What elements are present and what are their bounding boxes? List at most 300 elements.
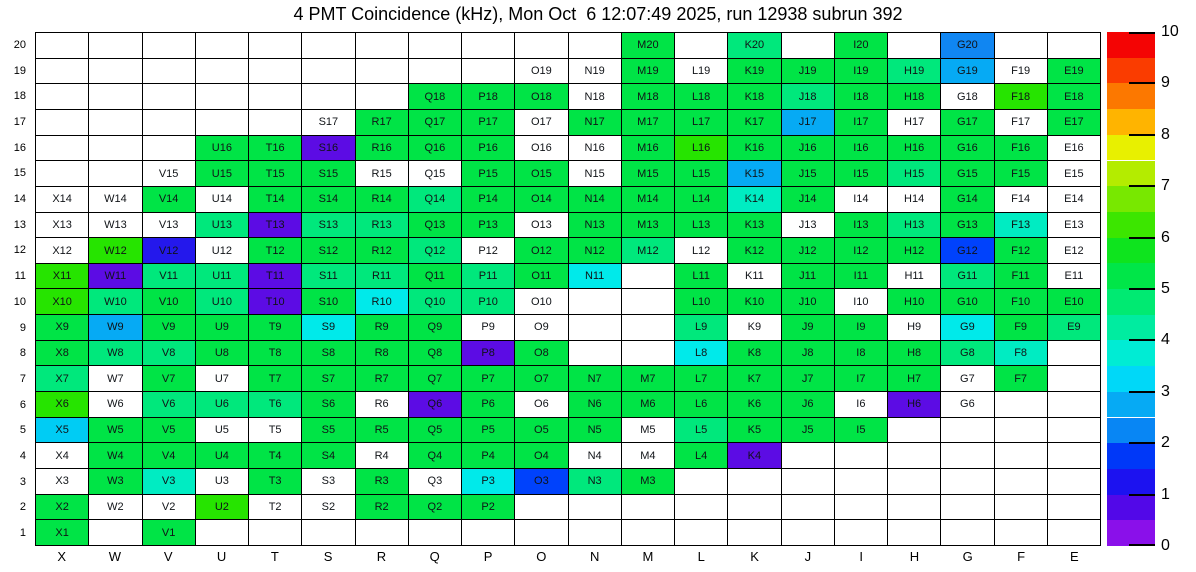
- heatmap-cell-empty: [249, 33, 302, 59]
- cell-W12: W12: [89, 238, 142, 264]
- cell-L12: L12: [675, 238, 728, 264]
- cell-Q18: Q18: [409, 84, 462, 110]
- cell-W14: W14: [89, 187, 142, 213]
- cell-I17: I17: [835, 110, 888, 136]
- y-tick-label: 14: [13, 193, 26, 206]
- colorbar-band: [1107, 186, 1155, 212]
- cell-O11: O11: [515, 264, 568, 290]
- cell-L18: L18: [675, 84, 728, 110]
- cell-G11: G11: [941, 264, 994, 290]
- cell-S3: S3: [302, 469, 355, 495]
- cell-E11: E11: [1048, 264, 1101, 290]
- cell-U7: U7: [196, 366, 249, 392]
- cell-L19: L19: [675, 59, 728, 85]
- cell-R9: R9: [356, 315, 409, 341]
- cell-R12: R12: [356, 238, 409, 264]
- cell-K6: K6: [728, 392, 781, 418]
- cell-R8: R8: [356, 341, 409, 367]
- colorbar-band: [1107, 263, 1155, 289]
- cell-O7: O7: [515, 366, 568, 392]
- cell-T5: T5: [249, 418, 302, 444]
- cell-J14: J14: [782, 187, 835, 213]
- y-tick-label: 16: [13, 141, 26, 154]
- cell-R4: R4: [356, 443, 409, 469]
- heatmap-cell-empty: [782, 443, 835, 469]
- y-tick-label: 11: [14, 270, 26, 283]
- cell-V11: V11: [143, 264, 196, 290]
- heatmap-cell-empty: [995, 443, 1048, 469]
- cell-O12: O12: [515, 238, 568, 264]
- cell-J13: J13: [782, 213, 835, 239]
- cell-V15: V15: [143, 161, 196, 187]
- cell-X6: X6: [36, 392, 89, 418]
- cell-Q7: Q7: [409, 366, 462, 392]
- cell-M12: M12: [622, 238, 675, 264]
- cell-J5: J5: [782, 418, 835, 444]
- cell-O19: O19: [515, 59, 568, 85]
- cell-H16: H16: [888, 136, 941, 162]
- cell-O14: O14: [515, 187, 568, 213]
- cell-E18: E18: [1048, 84, 1101, 110]
- colorbar-band: [1107, 135, 1155, 161]
- cell-R5: R5: [356, 418, 409, 444]
- heatmap-cell-empty: [782, 495, 835, 521]
- heatmap-cell-empty: [515, 520, 568, 546]
- heatmap-cell-empty: [941, 418, 994, 444]
- cell-M16: M16: [622, 136, 675, 162]
- x-tick-label: G: [962, 549, 973, 564]
- cell-X7: X7: [36, 366, 89, 392]
- cell-H12: H12: [888, 238, 941, 264]
- colorbar-tick-label: 4: [1161, 331, 1170, 349]
- heatmap-cell-empty: [728, 469, 781, 495]
- cell-L8: L8: [675, 341, 728, 367]
- cell-P6: P6: [462, 392, 515, 418]
- cell-P3: P3: [462, 469, 515, 495]
- colorbar-band: [1107, 238, 1155, 264]
- cell-N7: N7: [569, 366, 622, 392]
- colorbar-band: [1107, 32, 1155, 58]
- cell-S15: S15: [302, 161, 355, 187]
- y-tick-label: 8: [19, 347, 26, 360]
- heatmap-cell-empty: [515, 33, 568, 59]
- heatmap-cell-empty: [36, 59, 89, 85]
- cell-Q2: Q2: [409, 495, 462, 521]
- cell-L17: L17: [675, 110, 728, 136]
- heatmap-cell-empty: [622, 341, 675, 367]
- cell-W5: W5: [89, 418, 142, 444]
- heatmap-cell-empty: [835, 469, 888, 495]
- cell-U11: U11: [196, 264, 249, 290]
- cell-W6: W6: [89, 392, 142, 418]
- cell-O15: O15: [515, 161, 568, 187]
- heatmap-cell-empty: [302, 33, 355, 59]
- heatmap-cell-empty: [569, 33, 622, 59]
- cell-N13: N13: [569, 213, 622, 239]
- cell-F18: F18: [995, 84, 1048, 110]
- cell-G7: G7: [941, 366, 994, 392]
- y-tick-label: 13: [13, 218, 26, 231]
- colorbar-band: [1107, 212, 1155, 238]
- cell-I11: I11: [835, 264, 888, 290]
- cell-G10: G10: [941, 289, 994, 315]
- cell-O9: O9: [515, 315, 568, 341]
- cell-Q15: Q15: [409, 161, 462, 187]
- cell-K14: K14: [728, 187, 781, 213]
- heatmap-cell-empty: [995, 520, 1048, 546]
- cell-G17: G17: [941, 110, 994, 136]
- cell-P9: P9: [462, 315, 515, 341]
- heatmap-cell-empty: [89, 136, 142, 162]
- cell-I19: I19: [835, 59, 888, 85]
- x-tick-label: P: [483, 549, 493, 564]
- cell-K5: K5: [728, 418, 781, 444]
- cell-X13: X13: [36, 213, 89, 239]
- cell-K12: K12: [728, 238, 781, 264]
- cell-H19: H19: [888, 59, 941, 85]
- colorbar-tick-label: 1: [1161, 485, 1170, 503]
- cell-F7: F7: [995, 366, 1048, 392]
- cell-E17: E17: [1048, 110, 1101, 136]
- cell-Q11: Q11: [409, 264, 462, 290]
- cell-M15: M15: [622, 161, 675, 187]
- cell-I12: I12: [835, 238, 888, 264]
- cell-N14: N14: [569, 187, 622, 213]
- cell-T9: T9: [249, 315, 302, 341]
- cell-T3: T3: [249, 469, 302, 495]
- heatmap-cell-empty: [888, 495, 941, 521]
- heatmap-cell-empty: [782, 33, 835, 59]
- cell-L11: L11: [675, 264, 728, 290]
- heatmap-cell-empty: [888, 469, 941, 495]
- cell-E13: E13: [1048, 213, 1101, 239]
- heatmap-cell-empty: [995, 495, 1048, 521]
- heatmap-cell-empty: [143, 84, 196, 110]
- heatmap-cell-empty: [462, 520, 515, 546]
- colorbar-tick-labels: [1161, 23, 1195, 554]
- x-tick-label: S: [323, 549, 333, 564]
- cell-P17: P17: [462, 110, 515, 136]
- cell-N6: N6: [569, 392, 622, 418]
- cell-O10: O10: [515, 289, 568, 315]
- cell-W13: W13: [89, 213, 142, 239]
- cell-T6: T6: [249, 392, 302, 418]
- heatmap-cell-empty: [143, 33, 196, 59]
- cell-M17: M17: [622, 110, 675, 136]
- cell-I8: I8: [835, 341, 888, 367]
- heatmap-cell-empty: [941, 495, 994, 521]
- cell-P16: P16: [462, 136, 515, 162]
- colorbar-tick-label: 8: [1161, 125, 1170, 143]
- cell-M13: M13: [622, 213, 675, 239]
- cell-G14: G14: [941, 187, 994, 213]
- cell-W4: W4: [89, 443, 142, 469]
- cell-I7: I7: [835, 366, 888, 392]
- colorbar-tick: [1129, 494, 1155, 496]
- y-tick-label: 9: [19, 321, 26, 334]
- cell-S13: S13: [302, 213, 355, 239]
- cell-K13: K13: [728, 213, 781, 239]
- x-tick-label: L: [697, 549, 705, 564]
- heatmap-cell-empty: [995, 33, 1048, 59]
- heatmap-cell-empty: [622, 315, 675, 341]
- cell-T4: T4: [249, 443, 302, 469]
- cell-Q5: Q5: [409, 418, 462, 444]
- cell-I15: I15: [835, 161, 888, 187]
- cell-S14: S14: [302, 187, 355, 213]
- heatmap-cell-empty: [1048, 418, 1101, 444]
- cell-K16: K16: [728, 136, 781, 162]
- heatmap-cell-empty: [622, 495, 675, 521]
- cell-S12: S12: [302, 238, 355, 264]
- cell-X3: X3: [36, 469, 89, 495]
- y-tick-label: 17: [13, 115, 26, 128]
- colorbar-band: [1107, 418, 1155, 444]
- cell-T15: T15: [249, 161, 302, 187]
- colorbar-tick: [1129, 442, 1155, 444]
- y-tick-label: 18: [13, 90, 26, 103]
- cell-J18: J18: [782, 84, 835, 110]
- y-tick-label: 3: [19, 475, 26, 488]
- heatmap-cell-empty: [835, 520, 888, 546]
- heatmap-cell-empty: [89, 520, 142, 546]
- cell-Q10: Q10: [409, 289, 462, 315]
- x-tick-label: K: [750, 549, 759, 564]
- cell-X11: X11: [36, 264, 89, 290]
- heatmap-cell-empty: [302, 84, 355, 110]
- cell-M14: M14: [622, 187, 675, 213]
- heatmap-cell-empty: [89, 84, 142, 110]
- colorbar-band: [1107, 469, 1155, 495]
- cell-M7: M7: [622, 366, 675, 392]
- heatmap-cell-empty: [941, 443, 994, 469]
- cell-X4: X4: [36, 443, 89, 469]
- colorbar-band: [1107, 340, 1155, 366]
- cell-E16: E16: [1048, 136, 1101, 162]
- cell-O4: O4: [515, 443, 568, 469]
- cell-V14: V14: [143, 187, 196, 213]
- cell-H17: H17: [888, 110, 941, 136]
- cell-H9: H9: [888, 315, 941, 341]
- x-tick-label: U: [216, 549, 227, 564]
- heatmap-cell-empty: [409, 59, 462, 85]
- x-tick-label: N: [589, 549, 600, 564]
- cell-K10: K10: [728, 289, 781, 315]
- cell-L9: L9: [675, 315, 728, 341]
- colorbar-band: [1107, 58, 1155, 84]
- cell-K20: K20: [728, 33, 781, 59]
- heatmap-cell-empty: [995, 392, 1048, 418]
- cell-H18: H18: [888, 84, 941, 110]
- heatmap-cell-empty: [1048, 33, 1101, 59]
- cell-T7: T7: [249, 366, 302, 392]
- colorbar-tick-label: 7: [1161, 177, 1170, 195]
- cell-G15: G15: [941, 161, 994, 187]
- cell-I13: I13: [835, 213, 888, 239]
- cell-G13: G13: [941, 213, 994, 239]
- heatmap-cell-empty: [89, 110, 142, 136]
- heatmap-cell-empty: [888, 443, 941, 469]
- heatmap-cell-empty: [569, 341, 622, 367]
- cell-W10: W10: [89, 289, 142, 315]
- cell-I18: I18: [835, 84, 888, 110]
- cell-H10: H10: [888, 289, 941, 315]
- cell-S9: S9: [302, 315, 355, 341]
- cell-K15: K15: [728, 161, 781, 187]
- cell-N4: N4: [569, 443, 622, 469]
- cell-P8: P8: [462, 341, 515, 367]
- cell-G9: G9: [941, 315, 994, 341]
- heatmap-cell-empty: [1048, 495, 1101, 521]
- colorbar-tick: [1129, 339, 1155, 341]
- cell-X9: X9: [36, 315, 89, 341]
- heatmap-cell-empty: [356, 84, 409, 110]
- cell-K7: K7: [728, 366, 781, 392]
- cell-X10: X10: [36, 289, 89, 315]
- heatmap-cell-empty: [622, 264, 675, 290]
- heatmap-cell-empty: [1048, 341, 1101, 367]
- cell-V7: V7: [143, 366, 196, 392]
- colorbar-band: [1107, 315, 1155, 341]
- cell-F11: F11: [995, 264, 1048, 290]
- heatmap-cell-empty: [409, 33, 462, 59]
- y-tick-label: 5: [19, 424, 26, 437]
- cell-K19: K19: [728, 59, 781, 85]
- cell-J16: J16: [782, 136, 835, 162]
- cell-M19: M19: [622, 59, 675, 85]
- cell-Q9: Q9: [409, 315, 462, 341]
- heatmap-cell-empty: [1048, 469, 1101, 495]
- cell-E14: E14: [1048, 187, 1101, 213]
- cell-H15: H15: [888, 161, 941, 187]
- cell-E12: E12: [1048, 238, 1101, 264]
- colorbar-band: [1107, 366, 1155, 392]
- cell-P5: P5: [462, 418, 515, 444]
- cell-L6: L6: [675, 392, 728, 418]
- cell-R10: R10: [356, 289, 409, 315]
- cell-W7: W7: [89, 366, 142, 392]
- y-tick-label: 1: [19, 527, 26, 540]
- y-tick-label: 19: [13, 64, 26, 77]
- heatmap-cell-empty: [196, 33, 249, 59]
- x-tick-label: R: [376, 549, 387, 564]
- cell-K17: K17: [728, 110, 781, 136]
- x-tick-label: H: [909, 549, 920, 564]
- cell-F14: F14: [995, 187, 1048, 213]
- cell-S2: S2: [302, 495, 355, 521]
- cell-E19: E19: [1048, 59, 1101, 85]
- heatmap-cell-empty: [675, 520, 728, 546]
- heatmap-cell-empty: [36, 161, 89, 187]
- cell-F16: F16: [995, 136, 1048, 162]
- cell-U15: U15: [196, 161, 249, 187]
- heatmap-cell-empty: [89, 59, 142, 85]
- cell-Q13: Q13: [409, 213, 462, 239]
- colorbar-band: [1107, 392, 1155, 418]
- heatmap-cell-empty: [36, 33, 89, 59]
- heatmap-cell-empty: [143, 110, 196, 136]
- cell-R11: R11: [356, 264, 409, 290]
- cell-P13: P13: [462, 213, 515, 239]
- heatmap-cell-empty: [622, 520, 675, 546]
- heatmap-cell-empty: [1048, 443, 1101, 469]
- heatmap-cell-empty: [941, 469, 994, 495]
- cell-M6: M6: [622, 392, 675, 418]
- cell-L10: L10: [675, 289, 728, 315]
- heatmap-cell-empty: [675, 469, 728, 495]
- heatmap-cell-empty: [728, 520, 781, 546]
- cell-N5: N5: [569, 418, 622, 444]
- cell-T12: T12: [249, 238, 302, 264]
- heatmap-cell-empty: [1048, 392, 1101, 418]
- cell-F13: F13: [995, 213, 1048, 239]
- colorbar-tick-label: 6: [1161, 228, 1170, 246]
- heatmap-cell-empty: [462, 59, 515, 85]
- colorbar: [1107, 32, 1155, 546]
- heatmap-cell-empty: [782, 520, 835, 546]
- y-tick-label: 15: [13, 167, 26, 180]
- cell-T13: T13: [249, 213, 302, 239]
- heatmap-cell-empty: [1048, 520, 1101, 546]
- cell-J8: J8: [782, 341, 835, 367]
- cell-Q6: Q6: [409, 392, 462, 418]
- cell-U3: U3: [196, 469, 249, 495]
- heatmap-cell-empty: [728, 495, 781, 521]
- cell-J6: J6: [782, 392, 835, 418]
- cell-U13: U13: [196, 213, 249, 239]
- cell-U16: U16: [196, 136, 249, 162]
- cell-T8: T8: [249, 341, 302, 367]
- cell-F9: F9: [995, 315, 1048, 341]
- colorbar-tick: [1129, 32, 1155, 34]
- cell-T16: T16: [249, 136, 302, 162]
- heatmap-cell-empty: [356, 33, 409, 59]
- cell-F10: F10: [995, 289, 1048, 315]
- cell-R6: R6: [356, 392, 409, 418]
- cell-X5: X5: [36, 418, 89, 444]
- cell-L5: L5: [675, 418, 728, 444]
- heatmap-cell-empty: [995, 418, 1048, 444]
- heatmap-cell-empty: [409, 520, 462, 546]
- cell-L14: L14: [675, 187, 728, 213]
- heatmap-cell-empty: [249, 520, 302, 546]
- x-tick-label: E: [1070, 549, 1079, 564]
- colorbar-tick-label: 0: [1161, 537, 1170, 554]
- cell-Q8: Q8: [409, 341, 462, 367]
- y-tick-label: 4: [19, 450, 26, 463]
- cell-H11: H11: [888, 264, 941, 290]
- cell-K9: K9: [728, 315, 781, 341]
- heatmap-cell-empty: [941, 520, 994, 546]
- cell-P4: P4: [462, 443, 515, 469]
- cell-I16: I16: [835, 136, 888, 162]
- cell-U2: U2: [196, 495, 249, 521]
- cell-V8: V8: [143, 341, 196, 367]
- x-tick-label: M: [642, 549, 654, 564]
- heatmap-cell-empty: [835, 495, 888, 521]
- x-axis-labels: [35, 549, 1101, 567]
- cell-L16: L16: [675, 136, 728, 162]
- x-tick-label: W: [108, 549, 122, 564]
- x-tick-label: X: [57, 549, 66, 564]
- cell-T10: T10: [249, 289, 302, 315]
- cell-O5: O5: [515, 418, 568, 444]
- cell-U4: U4: [196, 443, 249, 469]
- heatmap-cell-empty: [89, 33, 142, 59]
- y-axis-labels: [0, 32, 30, 546]
- cell-T11: T11: [249, 264, 302, 290]
- cell-O18: O18: [515, 84, 568, 110]
